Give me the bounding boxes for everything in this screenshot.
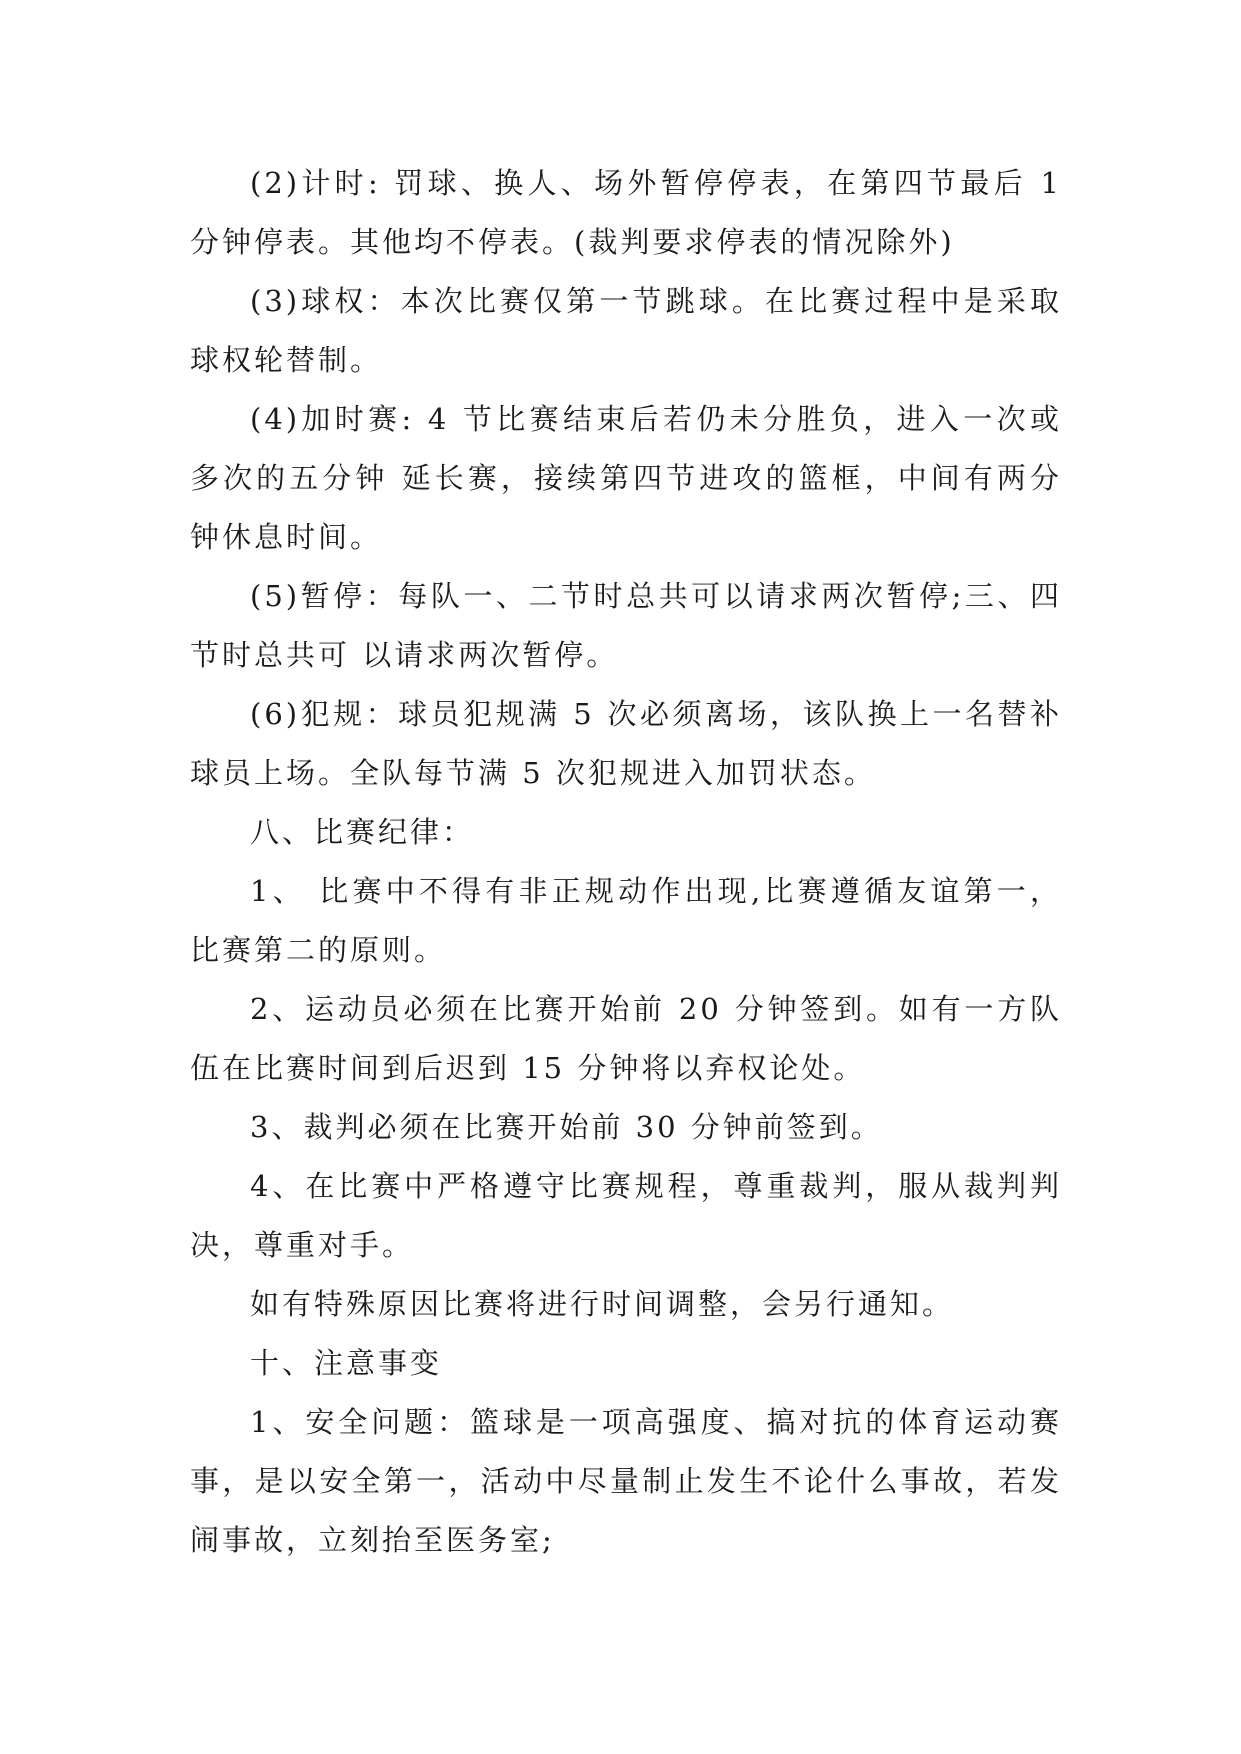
section-heading-notes: 十、注意事变 [250,1346,443,1380]
paragraph-discipline-4: 4、在比赛中严格遵守比赛规程，尊重裁判，服从裁判判决，尊重对手。 [190,1169,1062,1262]
paragraph-schedule-note: 如有特殊原因比赛将进行时间调整，会另行通知。 [250,1287,955,1321]
document-body [190,154,1062,1570]
paragraph-discipline-1: 1、 比赛中不得有非正规动作出现,比赛遵循友谊第一，比赛第二的原则。 [190,874,1062,967]
paragraph-possession-rule: (3)球权：本次比赛仅第一节跳球。在比赛过程中是采取球权轮替制。 [190,284,1062,377]
paragraph-discipline-2: 2、运动员必须在比赛开始前 20 分钟签到。如有一方队伍在比赛时间到后迟到 15 分钟将以弃权论处。 [190,992,1062,1085]
paragraph-timing-rule: (2)计时: 罚球、换人、场外暂停停表，在第四节最后 1 分钟停表。其他均不停表。(裁判要求停表的情况除外) [190,166,1062,259]
paragraph-timeout-rule: (5)暂停：每队一、二节时总共可以请求两次暂停;三、四节时总共可 以请求两次暂停。 [190,579,1062,672]
section-heading-discipline: 八、比赛纪律： [250,815,475,849]
paragraph-discipline-3: 3、裁判必须在比赛开始前 30 分钟前签到。 [250,1110,883,1144]
paragraph-overtime-rule: (4)加时赛: 4 节比赛结束后若仍未分胜负，进入一次或多次的五分钟 延长赛，接续第四节进攻的篮框，中间有两分钟休息时间。 [190,402,1062,554]
paragraph-safety: 1、安全问题：篮球是一项高强度、搞对抗的体育运动赛事，是以安全第一，活动中尽量制止发生不论什么事故，若发闹事故，立刻抬至医务室; [190,1405,1062,1557]
paragraph-foul-rule: (6)犯规：球员犯规满 5 次必须离场，该队换上一名替补球员上场。全队每节满 5 次犯规进入加罚状态。 [190,697,1062,790]
